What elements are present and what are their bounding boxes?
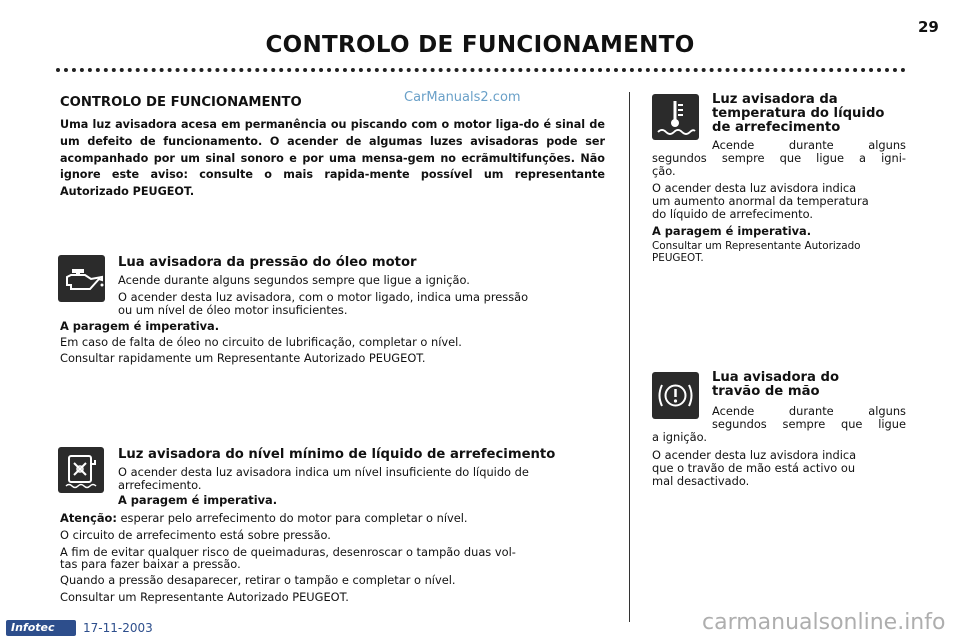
coolant-temp-title-line: temperatura do líquido [712,106,885,121]
coolant-level-line: arrefecimento. [118,478,202,492]
oil-line: O acender desta luz avisadora, com o motor ligado, indica uma pressão [118,290,529,304]
coolant-level-line: Quando a pressão desaparecer, retirar o tampão e completar o nível. [60,573,456,587]
coolant-level-title: Luz avisadora do nível mínimo de líquido de arrefecimento [118,447,556,462]
coolant-temperature-icon [652,94,699,140]
footer-watermark: carmanualsonline.info [702,610,946,635]
coolant-temp-title [712,93,884,135]
handbrake-line: a ignição. [652,430,708,444]
handbrake-title [712,371,839,399]
coolant-level-line: Consultar um Representante Autorizado PEUGEOT. [60,590,349,604]
handbrake-title-line: travão de mão [712,384,820,399]
coolant-temp-imperative: A paragem é imperativa. [652,224,812,238]
oil-line: Acende durante alguns segundos sempre que ligue a ignição. [118,273,470,287]
coolant-temp-title-line: de arrefecimento [712,120,841,135]
handbrake-title-line: Lua avisadora do [712,370,840,385]
oil-imperative: A paragem é imperativa. [60,319,220,333]
coolant-level-icon [58,447,104,493]
coolant-level-line: O circuito de arrefecimento está sobre pressão. [60,528,331,542]
logo-text: Infotec [11,621,55,634]
page-number: 29 [918,18,939,36]
oil-can-icon [58,255,105,302]
section-title: CONTROLO DE FUNCIONAMENTO [60,95,302,110]
coolant-temp-line: do líquido de arrefecimento. [652,207,813,221]
handbrake-line: O acender desta luz avisdora indica [652,448,857,462]
attention-text: esperar pelo arrefecimento do motor para completar o nível. [120,511,468,525]
page-title: CONTROLO DE FUNCIONAMENTO [265,32,695,58]
coolant-temp-title-line: Luz avisadora da [712,92,838,107]
oil-line: Consultar rapidamente um Representante Autorizado PEUGEOT. [60,351,426,365]
coolant-level-imperative: A paragem é imperativa. [118,493,278,507]
oil-warning-title: Lua avisadora da pressão do óleo motor [118,255,417,270]
coolant-temp-text [652,139,906,264]
footer-date: 17-11-2003 [83,621,153,635]
coolant-temp-line: Consultar um Representante Autorizado [652,240,861,252]
coolant-temp-line: ção. [652,164,676,178]
handbrake-line: que o travão de mão está activo ou [652,461,856,475]
handbrake-text [652,405,906,488]
handbrake-line: mal desactivado. [652,474,750,488]
coolant-temp-line: segundos sempre que ligue a igni- [652,151,906,165]
coolant-level-line: O acender desta luz avisadora indica um nível insuficiente do líquido de [118,465,529,479]
watermark: CarManuals2.com [404,90,521,105]
coolant-level-line: tas para fazer baixar a pressão. [60,557,241,571]
handbrake-line: Acende durante alguns [712,404,906,418]
coolant-temp-line: Acende durante alguns [712,138,906,152]
dotted-divider [56,68,906,76]
column-divider [629,92,630,622]
attention-label: Atenção: [60,511,117,525]
coolant-temp-line: um aumento anormal da temperatura [652,194,869,208]
coolant-temp-line: PEUGEOT. [652,252,704,264]
oil-line: Em caso de falta de óleo no circuito de lubrificação, completar o nível. [60,335,462,349]
handbrake-line: segundos sempre que ligue [712,417,906,431]
coolant-level-line: A fim de evitar qualquer risco de queimaduras, desenroscar o tampão duas vol- [60,545,516,559]
intro-paragraph: Uma luz avisadora acesa em permanência ou piscando com o motor liga-do é sinal de um defeito de funcionamento. O acender de algumas luzes avisadoras pode ser acompanhado por um sinal sonoro e por uma mensa-gem no ecrãmultifunções. Não ignore este aviso: consulte o mais rapida-mente possível um representante Autorizado PEUGEOT. [60,118,605,199]
oil-line: ou um nível de óleo motor insuficientes. [118,303,348,317]
coolant-level-warning [60,512,468,525]
coolant-temp-line: O acender desta luz avisdora indica [652,181,857,195]
infotec-logo [6,620,76,636]
